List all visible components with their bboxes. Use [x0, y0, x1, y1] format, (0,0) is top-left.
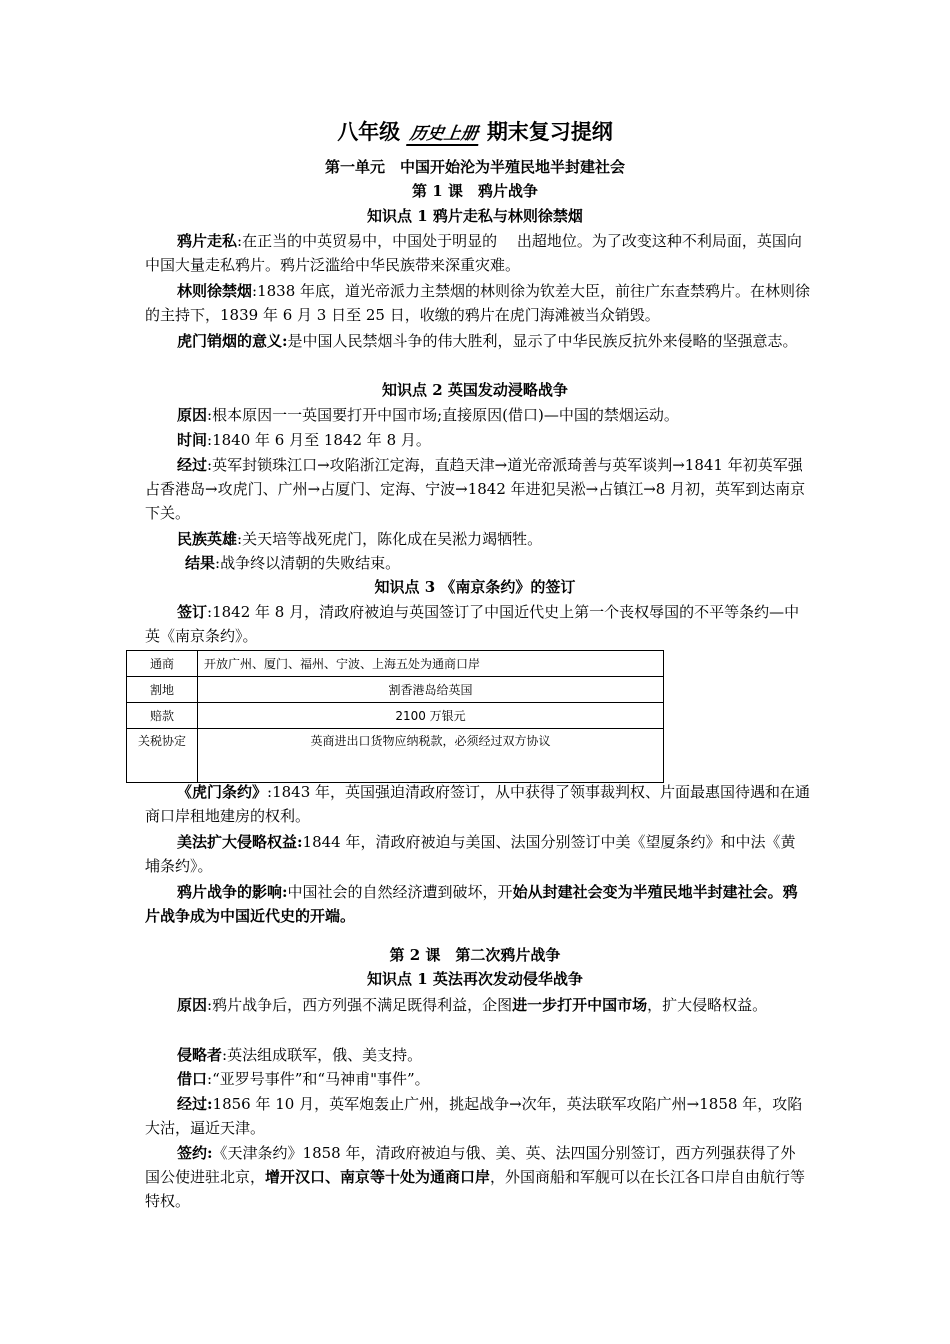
table-cell-key: 割地 — [127, 677, 198, 703]
paragraph-pretext: 借口:“亚罗号事件”和“马神甫"事件”。 — [177, 1070, 430, 1088]
table-cell-key: 赔款 — [127, 703, 198, 729]
table-row — [127, 729, 664, 783]
treaty-terms-table — [126, 650, 664, 783]
knowledge-point-heading: 知识点 2 英国发动浸略战争 — [382, 381, 568, 399]
title-suffix: 期末复习提纲 — [486, 119, 613, 144]
title-tag: 历史上册 — [406, 119, 482, 146]
paragraph-cause: 原因:根本原因一一英国要打开中国市场;直接原因(借口)—中国的禁烟运动。 — [177, 406, 679, 424]
table-row — [127, 651, 664, 677]
paragraph-humen-treaty: 《虎门条约》:1843 年，英国强迫清政府签订，从中获得了领事裁判权、片面最惠国待遇和在通商口岸租地建房的权利。 — [145, 783, 811, 825]
table-cell-value: 2100 万银元 — [198, 703, 664, 729]
paragraph-course-2: 经过:1856 年 10 月，英军炮轰止广州，挑起战争→次年，英法联军攻陷广州→1858 年，攻陷大沽，逼近天津。 — [145, 1095, 803, 1137]
table-cell-value: 割香港岛给英国 — [198, 677, 664, 703]
document-title — [0, 116, 950, 146]
table-cell-value: 英商进出口货物应纳税款，必须经过双方协议 — [198, 729, 664, 783]
knowledge-point-heading: 知识点 3 《南京条约》的签订 — [374, 578, 576, 596]
lesson-heading: 第 2 课 第二次鸦片战争 — [389, 946, 561, 964]
unit-heading: 第一单元 中国开始沦为半殖民地半封建社会 — [324, 158, 625, 176]
paragraph-treaty: 签约:《天津条约》1858 年，清政府被迫与俄、美、英、法四国分别签订，西方列强获得了外国公使进驻北京，增开汉口、南京等十处为通商口岸，外国商船和军舰可以在长江各口岸自由航行等特权。 — [145, 1144, 806, 1210]
table-cell-key: 关税协定 — [127, 729, 198, 783]
knowledge-point-heading: 知识点 1 鸦片走私与林则徐禁烟 — [367, 207, 583, 225]
paragraph-course: 经过:英军封锁珠江口→攻陷浙江定海，直趋天津→道光帝派琦善与英军谈判→1841 年初英军强占香港岛→攻虎门、广州→占厦门、定海、宁波→1842 年进犯吴淞→占镇江→8 月初，英军到达南京下关。 — [145, 456, 806, 522]
paragraph-result: 结果:战争终以清朝的失败结束。 — [185, 554, 401, 572]
table-cell-value: 开放广州、厦门、福州、宁波、上海五处为通商口岸 — [198, 651, 664, 677]
paragraph-cause-2: 原因:鸦片战争后，西方列强不满足既得利益，企图进一步打开中国市场，扩大侵略权益。 — [177, 996, 768, 1014]
table-cell-key: 通商 — [127, 651, 198, 677]
paragraph-time: 时间:1840 年 6 月至 1842 年 8 月。 — [177, 431, 431, 449]
paragraph-lin-zexu: 林则徐禁烟:1838 年底，道光帝派力主禁烟的林则徐为钦差大臣，前往广东查禁鸦片。在林则徐的主持下，1839 年 6 月 3 日至 25 日，收缴的鸦片在虎门海滩被当众销毁。 — [145, 282, 811, 324]
table-row — [127, 677, 664, 703]
paragraph-heroes: 民族英雄:关天培等战死虎门，陈化成在吴淞力竭牺牲。 — [177, 530, 543, 548]
paragraph-us-france: 美法扩大侵略权益:1844 年，清政府被迫与美国、法国分别签订中美《望厦条约》和中法《黄埔条约》。 — [145, 833, 796, 875]
lesson-heading: 第 1 课 鸦片战争 — [412, 182, 538, 200]
paragraph-humen-significance: 虎门销烟的意义:是中国人民禁烟斗争的伟大胜利，显示了中华民族反抗外来侵略的坚强意志。 — [177, 332, 798, 350]
paragraph-signing: 签订:1842 年 8 月，清政府被迫与英国签订了中国近代史上第一个丧权辱国的不平等条约—中英《南京条约》。 — [145, 603, 800, 645]
knowledge-point-heading: 知识点 1 英法再次发动侵华战争 — [367, 970, 583, 988]
paragraph-aggressor: 侵略者:英法组成联军，俄、美支持。 — [177, 1046, 423, 1064]
paragraph-opium-smuggling: 鸦片走私:在正当的中英贸易中，中国处于明显的 出超地位。为了改变这种不利局面，英国向中国大量走私鸦片。鸦片泛滥给中华民族带来深重灾难。 — [145, 232, 802, 274]
table-row — [127, 703, 664, 729]
paragraph-impact: 鸦片战争的影响:中国社会的自然经济遭到破坏，开始从封建社会变为半殖民地半封建社会。鸦片战争成为中国近代史的开端。 — [145, 883, 798, 925]
title-prefix: 八年级 — [337, 119, 401, 144]
